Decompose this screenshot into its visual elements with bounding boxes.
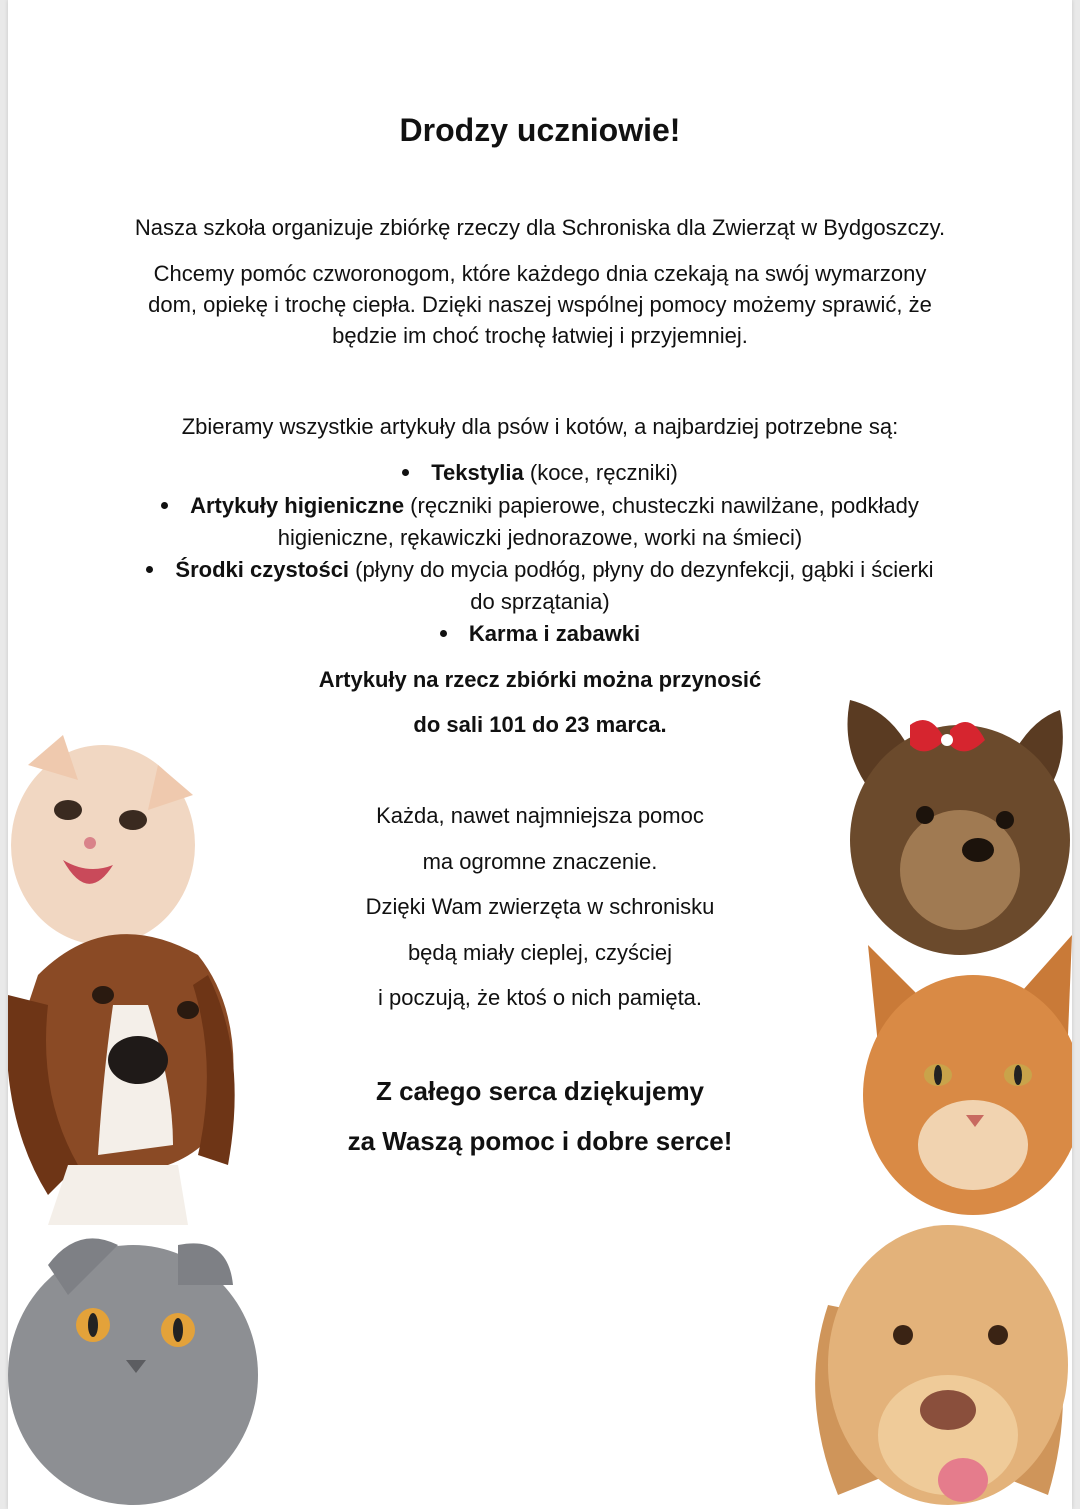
list-item-hygiene-continued: higieniczne, rękawiczki jednorazowe, worki na śmieci)	[277, 525, 803, 550]
item-detail: (ręczniki papierowe, chusteczki nawilżane, podkłady	[404, 493, 919, 518]
message-line: Dzięki Wam zwierzęta w schronisku	[365, 894, 715, 919]
item-name: Tekstylia	[431, 460, 524, 485]
list-item-cleaning-continued: do sprzątania)	[470, 589, 610, 614]
bullet-icon	[440, 630, 447, 637]
item-detail: (płyny do mycia podłóg, płyny do dezynfekcji, gąbki i ścierki	[349, 557, 934, 582]
list-item-textiles	[8, 457, 1072, 489]
thanks-line-2: za Waszą pomoc i dobre serce!	[347, 1126, 733, 1156]
message-line: ma ogromne znaczenie.	[422, 849, 658, 874]
item-name: Środki czystości	[175, 557, 350, 582]
message-line: będą miały cieplej, czyściej	[407, 940, 673, 965]
list-item-hygiene	[8, 490, 1072, 522]
list-item-food	[8, 618, 1072, 650]
list-item-cleaning	[8, 554, 1072, 586]
collect-intro: Zbieramy wszystkie artykuły dla psów i kotów, a najbardziej potrzebne są:	[181, 414, 899, 439]
item-name: Artykuły higieniczne	[190, 493, 405, 518]
intro-paragraph-1: Nasza szkoła organizuje zbiórkę rzeczy dla Schroniska dla Zwierząt w Bydgoszczy.	[134, 215, 946, 240]
intro-paragraph-2	[68, 258, 1012, 351]
dropoff-line-2: do sali 101 do 23 marca.	[413, 712, 667, 737]
page-title: Drodzy uczniowie!	[399, 112, 681, 148]
grey-cat-illustration	[8, 1205, 258, 1509]
intro-line: Chcemy pomóc czworonogom, które każdego dnia czekają na swój wymarzony	[153, 261, 927, 286]
dropoff-line-1: Artykuły na rzecz zbiórki można przynosić	[318, 667, 762, 692]
intro-line: będzie im choć trochę łatwiej i przyjemniej.	[332, 323, 748, 348]
flyer-page	[8, 0, 1072, 1509]
golden-retriever-illustration	[798, 1195, 1072, 1509]
item-name: Karma i zabawki	[468, 621, 641, 646]
item-detail: (koce, ręczniki)	[523, 460, 678, 485]
thanks-line-1: Z całego serca dziękujemy	[375, 1076, 705, 1106]
message-line: i poczują, że ktoś o nich pamięta.	[377, 985, 703, 1010]
bullet-icon	[402, 469, 409, 476]
bullet-icon	[161, 502, 168, 509]
orange-cat-illustration	[858, 925, 1072, 1215]
message-line: Każda, nawet najmniejsza pomoc	[376, 803, 704, 828]
intro-line: dom, opiekę i trochę ciepła. Dzięki naszej wspólnej pomocy możemy sprawić, że	[148, 292, 932, 317]
bullet-icon	[146, 566, 153, 573]
